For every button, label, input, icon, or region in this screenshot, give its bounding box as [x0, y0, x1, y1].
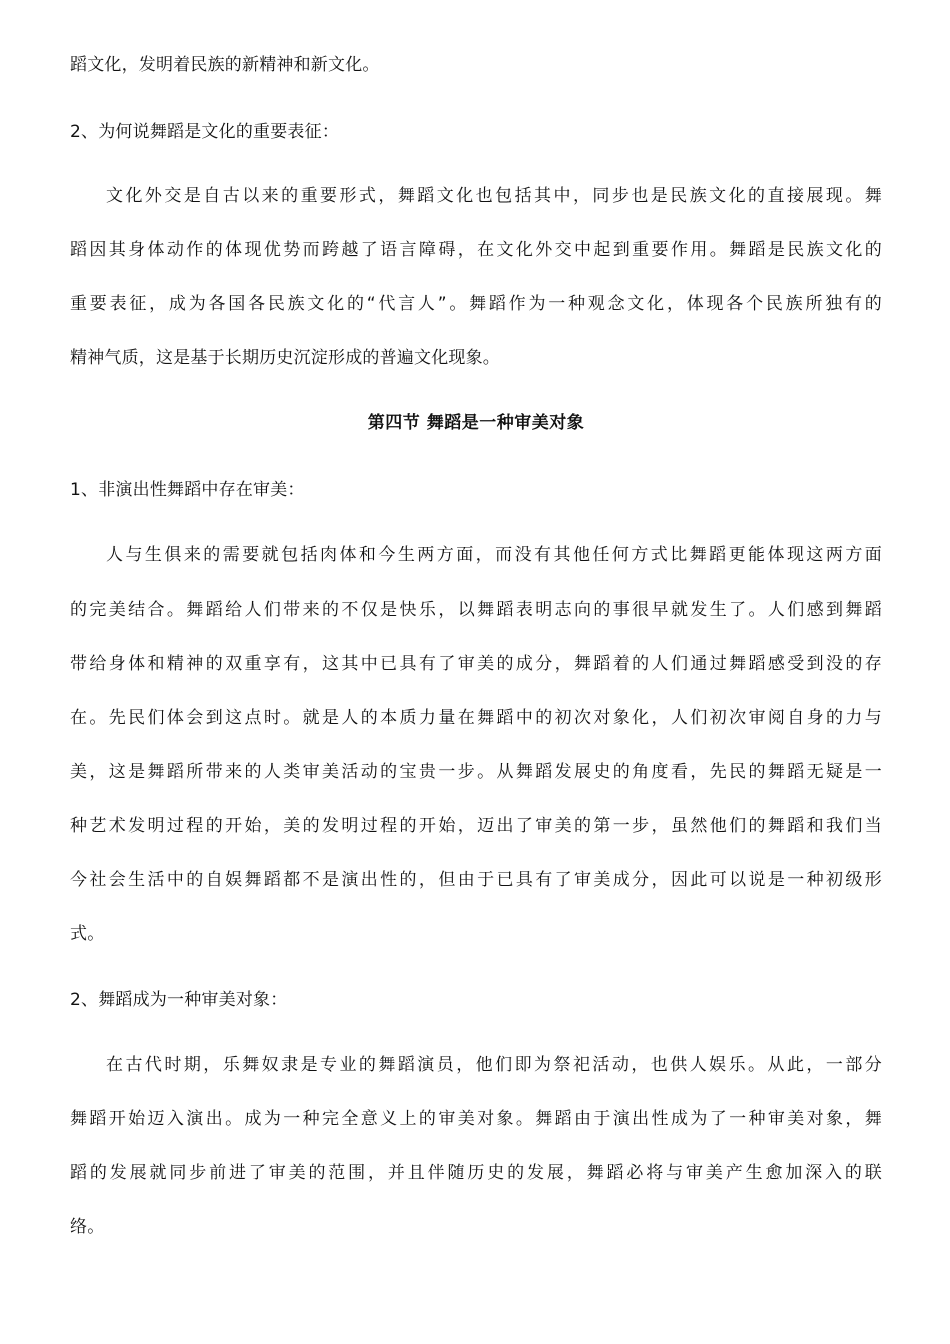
paragraph-continuation-line: 蹈文化，发明着民族的新精神和新文化。	[70, 55, 380, 75]
question-heading-2b: 2、舞蹈成为一种审美对象：	[70, 990, 288, 1010]
paragraph-line: 今社会生活中的自娱舞蹈都不是演出性的，但由于已具有了审美成分，因此可以说是一种初级形	[70, 870, 882, 890]
paragraph-line: 文化外交是自古以来的重要形式，舞蹈文化也包括其中，同步也是民族文化的直接展现。舞	[106, 186, 882, 206]
paragraph-line: 在古代时期，乐舞奴隶是专业的舞蹈演员，他们即为祭祀活动，也供人娱乐。从此，一部分	[106, 1055, 882, 1075]
paragraph-line: 在。先民们体会到这点时。就是人的本质力量在舞蹈中的初次对象化，人们初次审阅自身的力与	[70, 708, 882, 728]
paragraph-line: 精神气质，这是基于长期历史沉淀形成的普遍文化现象。	[70, 348, 500, 368]
paragraph-line: 重要表征，成为各国各民族文化的“代言人”。舞蹈作为一种观念文化，体现各个民族所独有的	[70, 294, 882, 314]
paragraph-line: 舞蹈开始迈入演出。成为一种完全意义上的审美对象。舞蹈由于演出性成为了一种审美对象，舞	[70, 1109, 882, 1129]
paragraph-line: 带给身体和精神的双重享有，这其中已具有了审美的成分，舞蹈着的人们通过舞蹈感受到没的存	[70, 654, 882, 674]
section-title: 第四节 舞蹈是一种审美对象	[367, 413, 585, 433]
paragraph-line: 美，这是舞蹈所带来的人类审美活动的宝贵一步。从舞蹈发展史的角度看，先民的舞蹈无疑是一	[70, 762, 882, 782]
paragraph-line: 络。	[70, 1217, 105, 1237]
question-heading-1: 1、非演出性舞蹈中存在审美：	[70, 480, 305, 500]
paragraph-line: 式。	[70, 924, 105, 944]
paragraph-line: 种艺术发明过程的开始，美的发明过程的开始，迈出了审美的第一步，虽然他们的舞蹈和我们当	[70, 816, 882, 836]
paragraph-line: 人与生俱来的需要就包括肉体和今生两方面，而没有其他任何方式比舞蹈更能体现这两方面	[106, 545, 882, 565]
paragraph-line: 蹈因其身体动作的体现优势而跨越了语言障碍，在文化外交中起到重要作用。舞蹈是民族文化的	[70, 240, 882, 260]
paragraph-line: 的完美结合。舞蹈给人们带来的不仅是快乐，以舞蹈表明志向的事很早就发生了。人们感到舞蹈	[70, 600, 882, 620]
paragraph-line: 蹈的发展就同步前进了审美的范围，并且伴随历史的发展，舞蹈必将与审美产生愈加深入的联	[70, 1163, 882, 1183]
question-heading-2: 2、为何说舞蹈是文化的重要表征：	[70, 122, 340, 142]
